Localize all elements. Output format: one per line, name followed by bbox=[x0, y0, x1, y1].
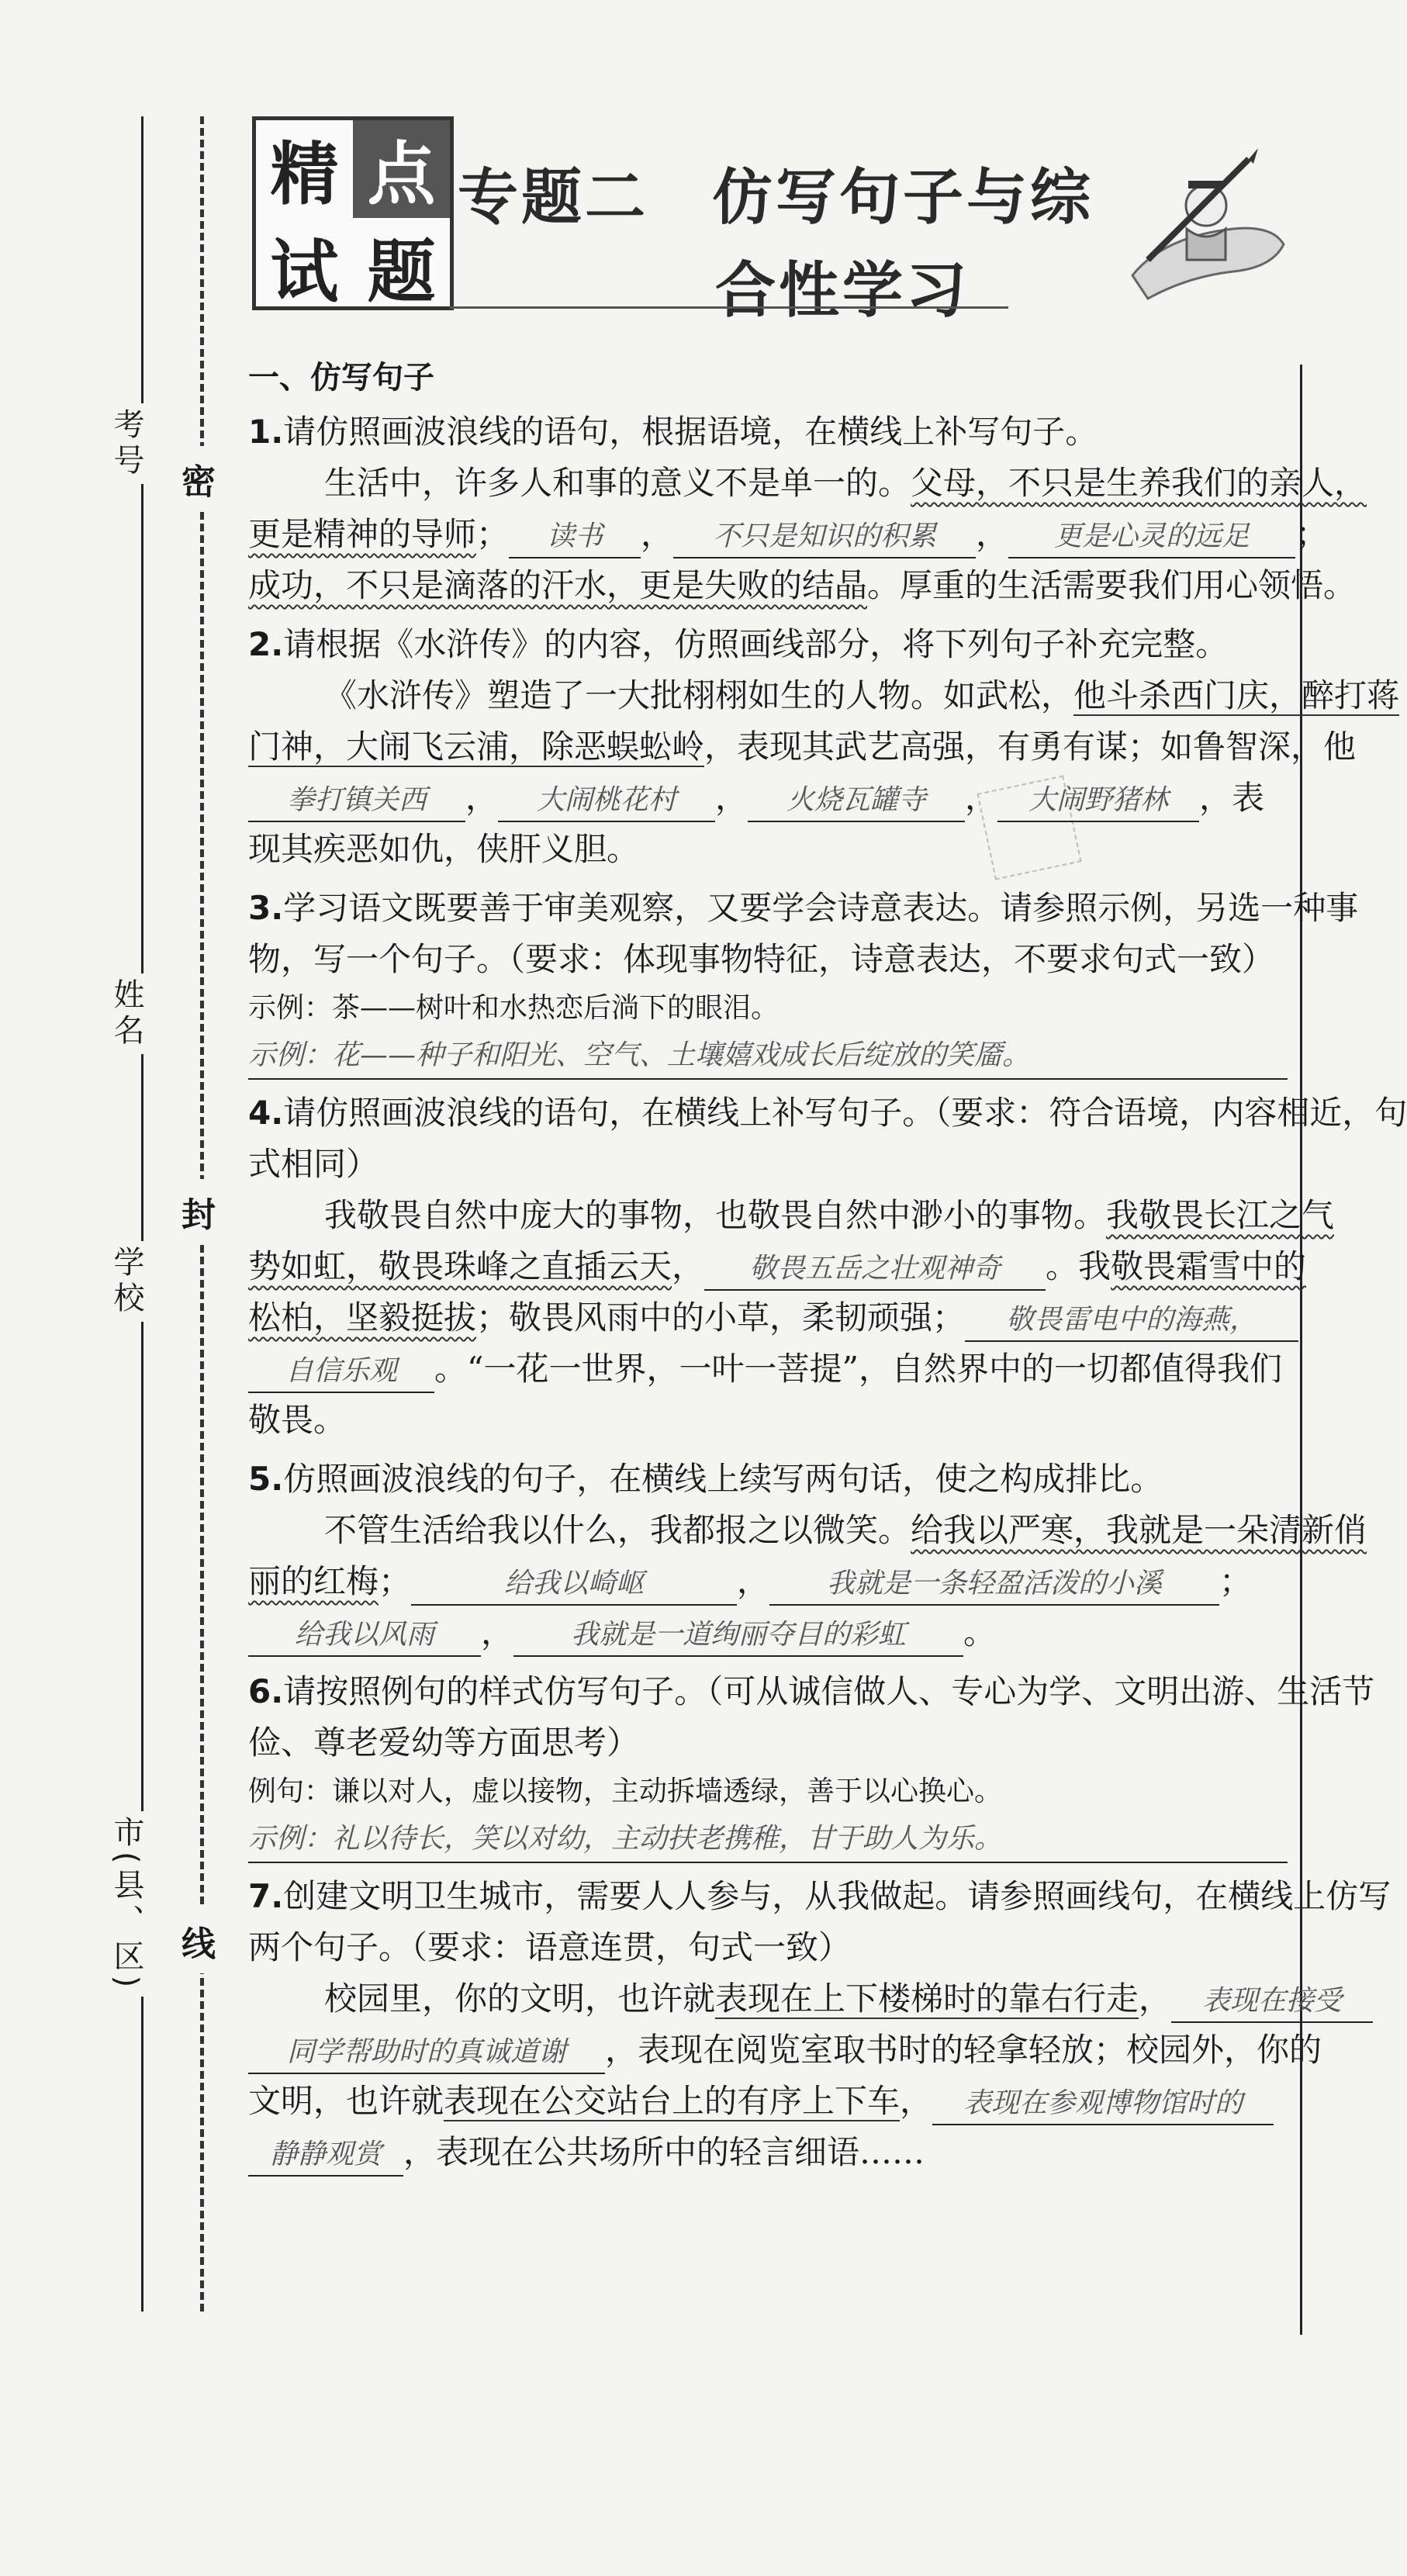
q5-answer-3[interactable]: 给我以风雨 bbox=[248, 1615, 481, 1657]
question-6 bbox=[248, 1666, 1375, 1863]
q7-answer-1a[interactable]: 表现在接受 bbox=[1171, 1981, 1373, 2023]
q7-prompt-2: 两个句子。（要求：语意连贯，句式一致） bbox=[248, 1928, 852, 1966]
q5-answer-4[interactable]: 我就是一道绚丽夺目的彩虹 bbox=[513, 1615, 963, 1657]
title-line-2: 合性学习 bbox=[714, 256, 970, 326]
q1-wavy-2: 更是精神的导师 bbox=[248, 515, 477, 553]
q2-text-1a: 《水浒传》塑造了一大批栩栩如生的人物。如武松， bbox=[324, 676, 1074, 714]
q7-text-1a: 校园里，你的文明，也许就 bbox=[324, 1980, 716, 2018]
q2-answer-2[interactable]: 大闹桃花村 bbox=[498, 780, 715, 822]
q3-answer[interactable]: 示例：花——种子和阳光、空气、土壤嬉戏成长后绽放的笑靥。 bbox=[248, 1033, 1288, 1080]
q4-wavy-2: 势如虹，敬畏珠峰之直插云天 bbox=[248, 1247, 672, 1285]
q7-text-2b: ，表现在阅览室取书时的轻拿轻放；校园外，你的 bbox=[605, 2031, 1322, 2069]
q7-sep-1: ， bbox=[1139, 1980, 1172, 2018]
q7-answer-2a[interactable]: 表现在参观博物馆时的 bbox=[932, 2083, 1274, 2125]
question-5: 5.仿照画波浪线的句子，在横线上续写两句话，使之构成排比。 不管生活给我以什么，我都报之以微笑。给我以严寒，我就是一朵清新俏 丽的红梅； 给我以崎岖 ， 我就是一条轻盈活泼的小溪 ； 给我以风雨 ， 我就是一道绚丽夺目的彩虹 。 bbox=[248, 1454, 1288, 1658]
q7-answer-1b[interactable]: 同学帮助时的真诚道谢 bbox=[248, 2032, 605, 2074]
q4-wavy-3: 敬畏霜雪中的 bbox=[1111, 1247, 1307, 1285]
q7-number: 7. bbox=[248, 1877, 284, 1915]
q7-answer-2b[interactable]: 静静观赏 bbox=[248, 2135, 403, 2177]
q7-sep-2: ， bbox=[900, 2082, 933, 2120]
seal-char-mi: 密 bbox=[178, 446, 219, 511]
q6-prompt-2: 俭、尊老爱幼等方面思考） bbox=[248, 1724, 640, 1762]
q7-text-3a: 文明，也许就 bbox=[248, 2082, 444, 2120]
q1-answer-3[interactable]: 更是心灵的远足 bbox=[1008, 517, 1295, 558]
main-content bbox=[248, 353, 1407, 2186]
q1-sep: ； bbox=[476, 515, 510, 553]
title-line-1: 专题二 仿写句子与综 bbox=[458, 163, 1094, 233]
q1-text-3b: 。厚重的生活需要我们用心领悟。 bbox=[867, 566, 1357, 604]
q2-answer-3[interactable]: 火烧瓦罐寺 bbox=[748, 780, 965, 822]
school-label: 学校 bbox=[105, 1241, 149, 1322]
q4-wavy-4: 松柏，坚毅挺拔 bbox=[248, 1298, 477, 1336]
q2-text-2b: ，表现其武艺高强，有勇有谋；如鲁智深，他 bbox=[704, 728, 1357, 766]
q4-answer-3[interactable]: 自信乐观 bbox=[248, 1351, 434, 1393]
q4-answer-2[interactable]: 敬畏雷电中的海燕， bbox=[965, 1300, 1298, 1342]
q5-number: 5. bbox=[248, 1460, 284, 1498]
question-7 bbox=[248, 1871, 1391, 2178]
q7-underline-2: 表现在公交站台上的有序上下车 bbox=[444, 2082, 901, 2120]
exam-no-label: 考号 bbox=[105, 403, 149, 484]
q2-answer-1[interactable]: 拳打镇关西 bbox=[248, 780, 465, 822]
q2-number: 2. bbox=[248, 625, 284, 663]
q1-wavy-3: 成功，不只是滴落的汗水，更是失败的结晶 bbox=[248, 566, 868, 604]
q4-text-5: 敬畏。 bbox=[248, 1401, 347, 1439]
question-3 bbox=[248, 883, 1359, 1080]
q5-wavy-1: 给我以严寒，我就是一朵清新俏 bbox=[911, 1511, 1367, 1549]
q4-answer-1[interactable]: 敬畏五岳之壮观神奇 bbox=[704, 1249, 1046, 1291]
q5-answer-1[interactable]: 给我以崎岖 bbox=[411, 1564, 737, 1606]
q5-answer-2[interactable]: 我就是一条轻盈活泼的小溪 bbox=[769, 1564, 1219, 1606]
page-title bbox=[458, 151, 1117, 337]
question-2: 2.请根据《水浒传》的内容，仿照画线部分，将下列句子补充完整。 《水浒传》塑造了一大批栩栩如生的人物。如武松，他斗杀西门庆，醉打蒋 门神，大闹飞云浦，除恶蜈蚣岭，表现其武艺高强，有勇有谋；如鲁智深，他 拳打镇关西 ， 大闹桃花村 ， 火烧瓦罐寺 ， 大闹野猪林 ，表 现其疾恶如仇，侠肝义胆。 bbox=[248, 625, 1400, 868]
q1-text-1a: 生活中，许多人和事的意义不是单一的。 bbox=[324, 464, 911, 502]
seal-char-feng: 封 bbox=[178, 1179, 219, 1244]
scroll-pencil-icon bbox=[1117, 143, 1295, 322]
q4-prompt-1: 请仿照画波浪线的语句，在横线上补写句子。（要求：符合语境，内容相近，句 bbox=[283, 1094, 1407, 1132]
q2-text-4: 现其疾恶如仇，侠肝义胆。 bbox=[248, 830, 640, 868]
q5-sep: ； bbox=[379, 1562, 412, 1600]
q4-text-2b: 。我 bbox=[1046, 1247, 1111, 1285]
q3-number: 3. bbox=[248, 889, 284, 927]
q6-answer[interactable]: 示例：礼以待长，笑以对幼，主动扶老携稚，甘于助人为乐。 bbox=[248, 1817, 1288, 1863]
q2-text-3c: ，表 bbox=[1199, 779, 1265, 817]
q5-end-2: 。 bbox=[963, 1613, 997, 1651]
logo-char-2: 点 bbox=[353, 120, 450, 218]
logo-char-3: 试 bbox=[270, 232, 339, 312]
q1-prompt: 请仿照画波浪线的语句，根据语境，在横线上补写句子。 bbox=[283, 413, 1098, 451]
q3-prompt-1: 学习语文既要善于审美观察，又要学会诗意表达。请参照示例，另选一种事 bbox=[283, 889, 1359, 927]
section-title: 一、仿写句子 bbox=[248, 360, 434, 396]
q5-end: ； bbox=[1219, 1562, 1253, 1600]
question-4 bbox=[248, 1087, 1407, 1446]
q2-underline-2: 门神，大闹飞云浦，除恶蜈蚣岭 bbox=[248, 728, 705, 766]
q7-text-4b: ，表现在公共场所中的轻言细语…… bbox=[403, 2133, 925, 2171]
q4-sep: ， bbox=[672, 1247, 705, 1285]
q1-wavy-1: 父母，不只是生养我们的亲人， bbox=[911, 464, 1367, 502]
logo-char-1: 精 bbox=[270, 134, 339, 214]
header-rule bbox=[450, 306, 1008, 309]
q1-end: ； bbox=[1295, 515, 1329, 553]
logo-char-4: 题 bbox=[367, 232, 436, 312]
q7-underline-1: 表现在上下楼梯时的靠右行走 bbox=[715, 1980, 1139, 2018]
q2-underline-1: 他斗杀西门庆，醉打蒋 bbox=[1073, 676, 1400, 714]
q6-prompt-1: 请按照例句的样式仿写句子。（可从诚信做人、专心为学、文明出游、生活节 bbox=[283, 1672, 1375, 1710]
seal-char-xian: 线 bbox=[178, 1908, 219, 1973]
q1-number: 1. bbox=[248, 413, 284, 451]
q4-wavy-1: 我敬畏长江之气 bbox=[1106, 1196, 1335, 1234]
name-label: 姓名 bbox=[105, 973, 149, 1054]
q6-number: 6. bbox=[248, 1672, 284, 1710]
question-1: 1.请仿照画波浪线的语句，根据语境，在横线上补写句子。 生活中，许多人和事的意义不是单一的。父母，不只是生养我们的亲人， 更是精神的导师； 读书 ， 不只是知识的积累 ， 更是心灵的远足 ； 成功，不只是滴落的汗水，更是失败的结晶。厚重的生活需要我们用心领悟。 bbox=[248, 413, 1367, 604]
city-label: 市(县、区) bbox=[105, 1811, 149, 1997]
q5-prompt: 仿照画波浪线的句子，在横线上续写两句话，使之构成排比。 bbox=[283, 1460, 1163, 1498]
q4-text-1a: 我敬畏自然中庞大的事物，也敬畏自然中渺小的事物。 bbox=[324, 1196, 1107, 1234]
q5-text-1a: 不管生活给我以什么，我都报之以微笑。 bbox=[324, 1511, 911, 1549]
q4-number: 4. bbox=[248, 1094, 284, 1132]
q7-prompt-1: 创建文明卫生城市，需要人人参与，从我做起。请参照画线句，在横线上仿写 bbox=[283, 1877, 1391, 1915]
q2-answer-4[interactable]: 大闹野猪林 bbox=[997, 780, 1199, 822]
q4-text-3b: ；敬畏风雨中的小草，柔韧顽强； bbox=[476, 1298, 966, 1336]
q6-example: 例句：谦以对人，虚以接物，主动拆墙透绿，善于以心换心。 bbox=[248, 1776, 1003, 1807]
q3-example: 示例：茶——树叶和水热恋后淌下的眼泪。 bbox=[248, 992, 780, 1024]
q4-text-4b: 。“一花一世界，一叶一菩提”，自然界中的一切都值得我们 bbox=[434, 1350, 1282, 1388]
q2-prompt: 请根据《水浒传》的内容，仿照画线部分，将下列句子补充完整。 bbox=[283, 625, 1229, 663]
q1-answer-1[interactable]: 读书 bbox=[509, 517, 641, 558]
q4-prompt-2: 式相同） bbox=[248, 1145, 379, 1183]
q5-wavy-2: 丽的红梅 bbox=[248, 1562, 379, 1600]
q3-prompt-2: 物，写一个句子。（要求：体现事物特征，诗意表达，不要求句式一致） bbox=[248, 940, 1275, 978]
q1-answer-2[interactable]: 不只是知识的积累 bbox=[673, 517, 976, 558]
logo-box bbox=[252, 116, 454, 310]
